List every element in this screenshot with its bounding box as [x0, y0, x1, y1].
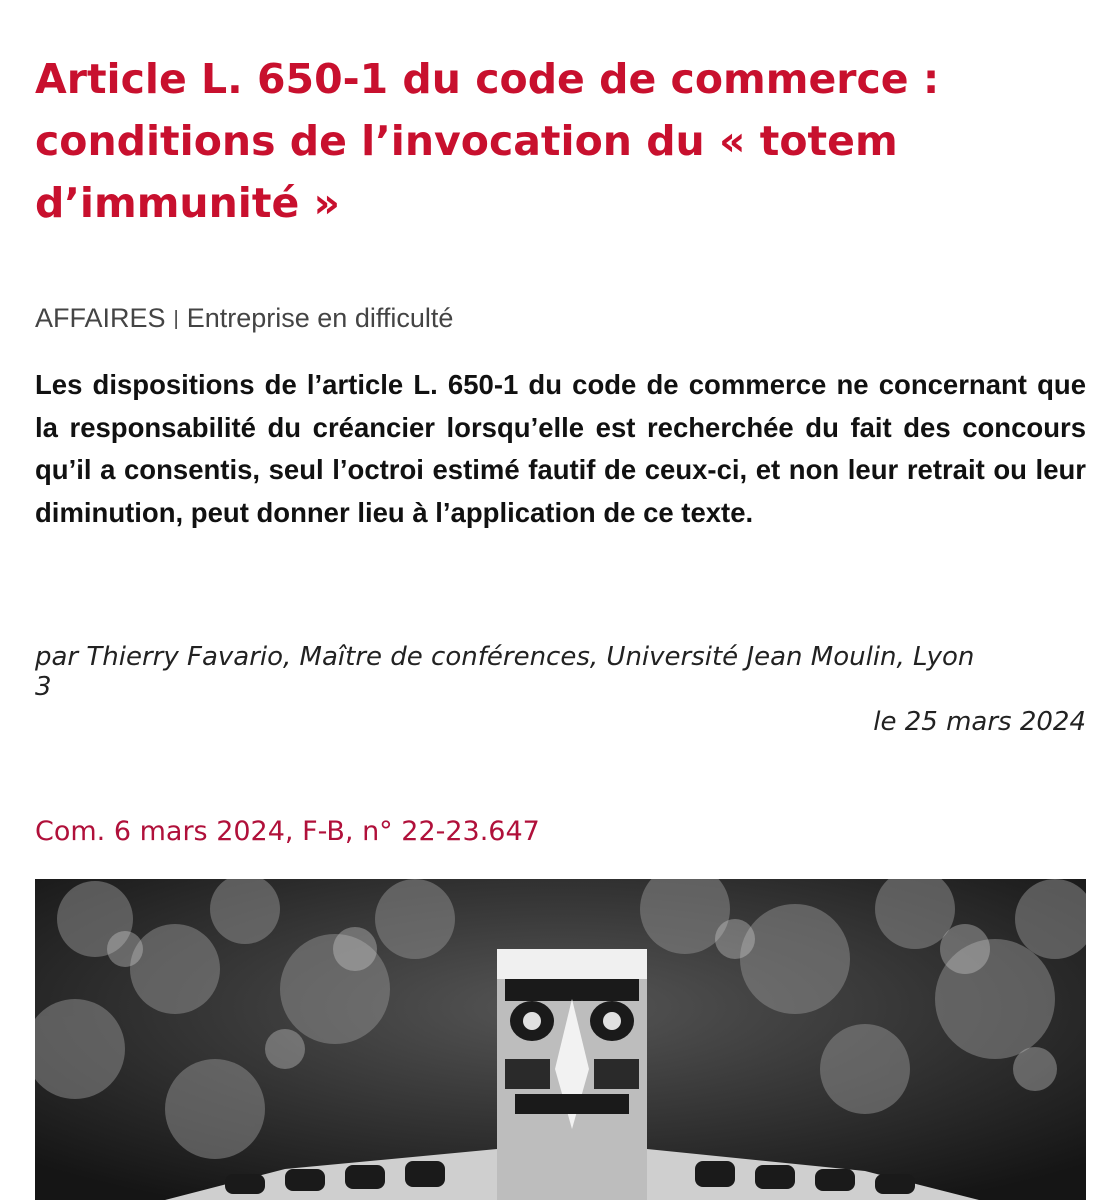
decision-reference: Com. 6 mars 2024, F-B, n° 22-23.647 — [35, 816, 540, 847]
subcategory-link[interactable]: Entreprise en difficulté — [186, 303, 454, 333]
article-lead: Les dispositions de l’article L. 650-1 du code de commerce ne concernant que la responsabilité du créancier lorsqu’elle est recherchée du fait des concours qu’il a consentis, seul l’octroi estimé fautif de ceux-ci, et non leur retrait ou leur diminution, peut donner lieu à l’application de ce texte. — [35, 369, 1086, 528]
category-separator: | — [173, 308, 179, 330]
totem-pole-photo — [35, 879, 1086, 1200]
article-title: Article L. 650-1 du code de commerce : conditions de l’invocation du « totem d’immunité » — [35, 55, 940, 227]
article-meta — [35, 300, 453, 337]
category-link[interactable]: AFFAIRES — [35, 303, 166, 333]
author-byline: par Thierry Favario, Maître de conférences, Université Jean Moulin, Lyon 3 — [35, 642, 975, 702]
publication-date: le 25 mars 2024 — [873, 707, 1086, 737]
